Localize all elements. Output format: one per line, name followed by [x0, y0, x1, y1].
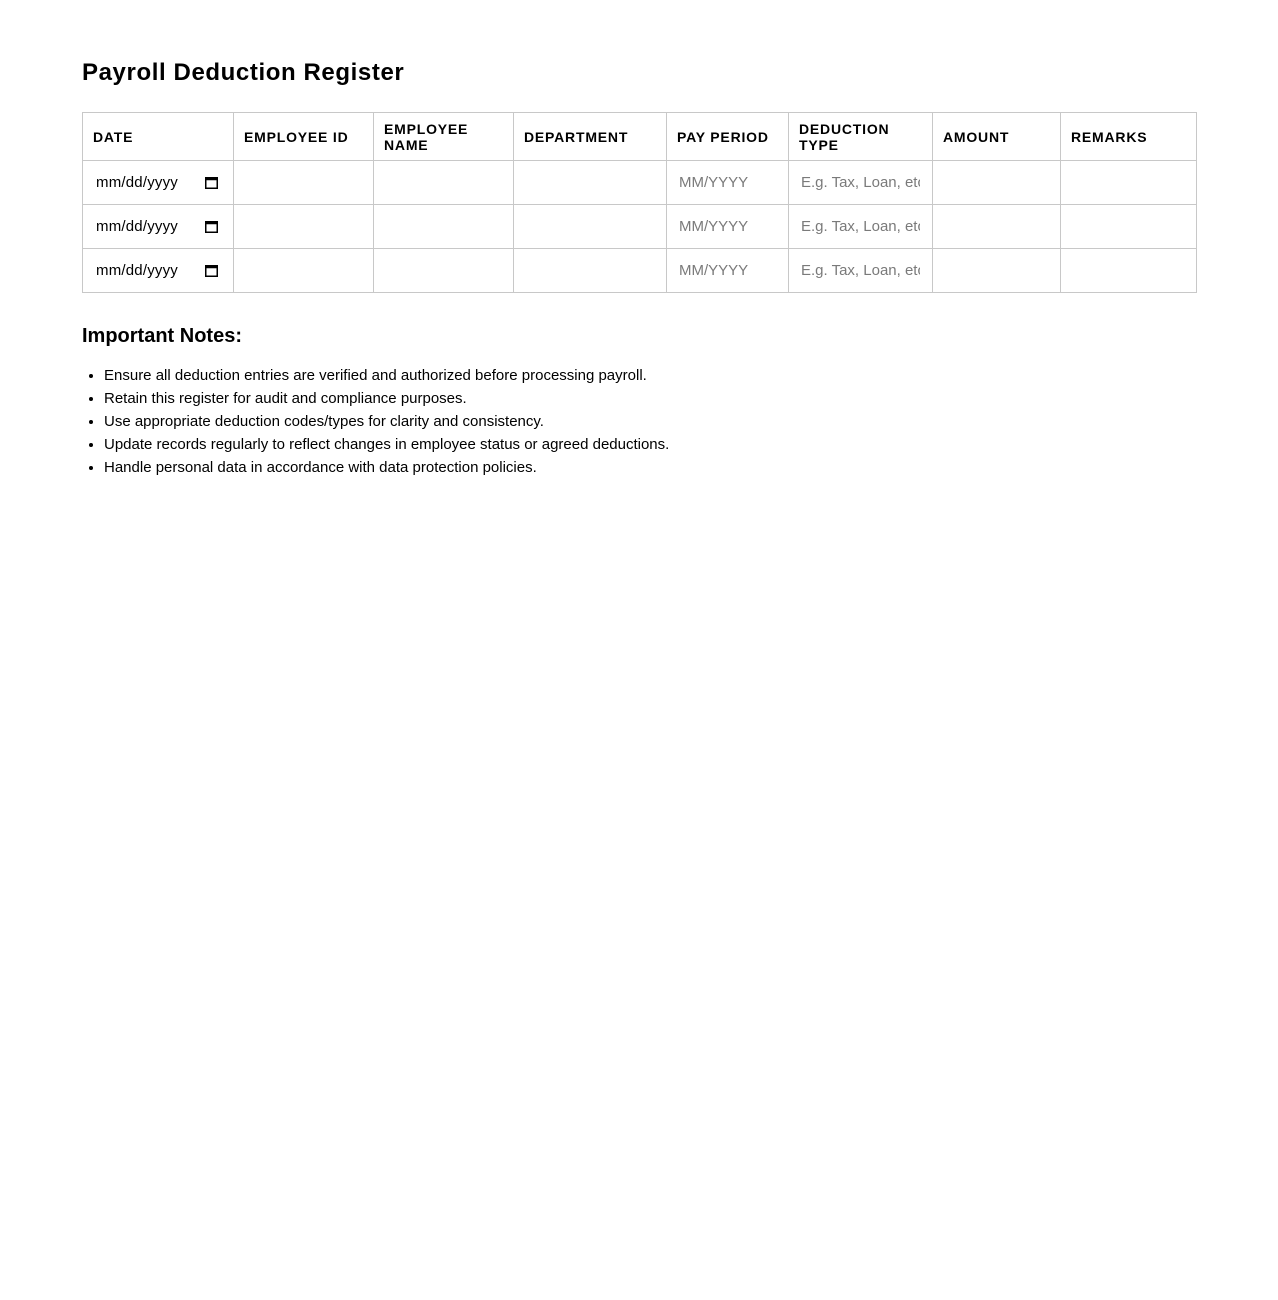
employee-id-input[interactable] — [234, 249, 373, 292]
table-row — [83, 161, 1197, 205]
date-cell — [83, 205, 234, 249]
date-input[interactable] — [83, 205, 233, 248]
header-amount — [933, 113, 1061, 161]
employee-name-cell — [374, 205, 514, 249]
remarks-input[interactable] — [1061, 249, 1196, 292]
remarks-input[interactable] — [1061, 205, 1196, 248]
header-pay-period — [667, 113, 789, 161]
deduction-type-input[interactable] — [789, 161, 932, 204]
table-row — [83, 205, 1197, 249]
employee-id-input[interactable] — [234, 205, 373, 248]
pay-period-cell — [667, 161, 789, 205]
header-employee-name-label-line1: EMPLOYEE — [384, 120, 469, 137]
header-department-label: DEPARTMENT — [524, 128, 629, 145]
amount-cell — [933, 161, 1061, 205]
notes-heading: Important Notes: — [82, 325, 242, 347]
header-deduction-type-label-line2: TYPE — [799, 136, 839, 153]
employee-id-input[interactable] — [234, 161, 373, 204]
calendar-icon[interactable] — [205, 176, 218, 189]
date-cell — [83, 249, 234, 293]
header-employee-name-label-line2: NAME — [384, 136, 429, 153]
header-pay-period-label: PAY PERIOD — [677, 128, 769, 145]
employee-name-cell — [374, 249, 514, 293]
deduction-type-cell — [789, 161, 933, 205]
notes-list — [82, 364, 669, 479]
list-item: • Handle personal data in accordance with data protection policies. — [104, 456, 669, 479]
header-deduction-type-label-line1: DEDUCTION — [799, 120, 890, 137]
calendar-icon[interactable] — [205, 220, 218, 233]
page-title: Payroll Deduction Register — [82, 59, 405, 86]
department-input[interactable] — [514, 249, 666, 292]
calendar-icon[interactable] — [205, 264, 218, 277]
date-input[interactable] — [83, 249, 233, 292]
deduction-type-input[interactable] — [789, 249, 932, 292]
remarks-cell — [1061, 161, 1197, 205]
header-deduction-type — [789, 113, 933, 161]
department-cell — [514, 249, 667, 293]
header-employee-id-label: EMPLOYEE ID — [244, 128, 349, 145]
header-amount-label: AMOUNT — [943, 128, 1010, 145]
header-employee-name — [374, 113, 514, 161]
pay-period-input[interactable] — [667, 205, 788, 248]
header-remarks — [1061, 113, 1197, 161]
header-department — [514, 113, 667, 161]
amount-input[interactable] — [933, 249, 1060, 292]
department-input[interactable] — [514, 161, 666, 204]
table-row — [83, 249, 1197, 293]
employee-id-cell — [234, 161, 374, 205]
remarks-input[interactable] — [1061, 161, 1196, 204]
remarks-cell — [1061, 249, 1197, 293]
deduction-type-cell — [789, 249, 933, 293]
amount-cell — [933, 249, 1061, 293]
employee-id-cell — [234, 249, 374, 293]
list-item: • Retain this register for audit and compliance purposes. — [104, 387, 669, 410]
department-cell — [514, 205, 667, 249]
pay-period-input[interactable] — [667, 161, 788, 204]
date-cell — [83, 161, 234, 205]
amount-cell — [933, 205, 1061, 249]
date-input-placeholder: mm/dd/yyyy — [96, 262, 179, 279]
employee-id-cell — [234, 205, 374, 249]
employee-name-cell — [374, 161, 514, 205]
header-remarks-label: REMARKS — [1071, 128, 1148, 145]
employee-name-input[interactable] — [374, 249, 513, 292]
pay-period-cell — [667, 249, 789, 293]
header-date — [83, 113, 234, 161]
employee-name-input[interactable] — [374, 161, 513, 204]
list-item: • Use appropriate deduction codes/types for clarity and consistency. — [104, 410, 669, 433]
department-input[interactable] — [514, 205, 666, 248]
date-input[interactable] — [83, 161, 233, 204]
amount-input[interactable] — [933, 205, 1060, 248]
list-item: • Ensure all deduction entries are verified and authorized before processing payroll. — [104, 364, 669, 387]
amount-input[interactable] — [933, 161, 1060, 204]
pay-period-input[interactable] — [667, 249, 788, 292]
header-date-label: DATE — [93, 128, 134, 145]
date-input-placeholder: mm/dd/yyyy — [96, 174, 179, 191]
remarks-cell — [1061, 205, 1197, 249]
deduction-type-input[interactable] — [789, 205, 932, 248]
table-header-row — [83, 113, 1197, 161]
list-item: • Update records regularly to reflect changes in employee status or agreed deductions. — [104, 433, 669, 456]
pay-period-cell — [667, 205, 789, 249]
department-cell — [514, 161, 667, 205]
deduction-type-cell — [789, 205, 933, 249]
header-employee-id — [234, 113, 374, 161]
date-input-placeholder: mm/dd/yyyy — [96, 218, 179, 235]
employee-name-input[interactable] — [374, 205, 513, 248]
deduction-register-table — [82, 112, 1197, 293]
